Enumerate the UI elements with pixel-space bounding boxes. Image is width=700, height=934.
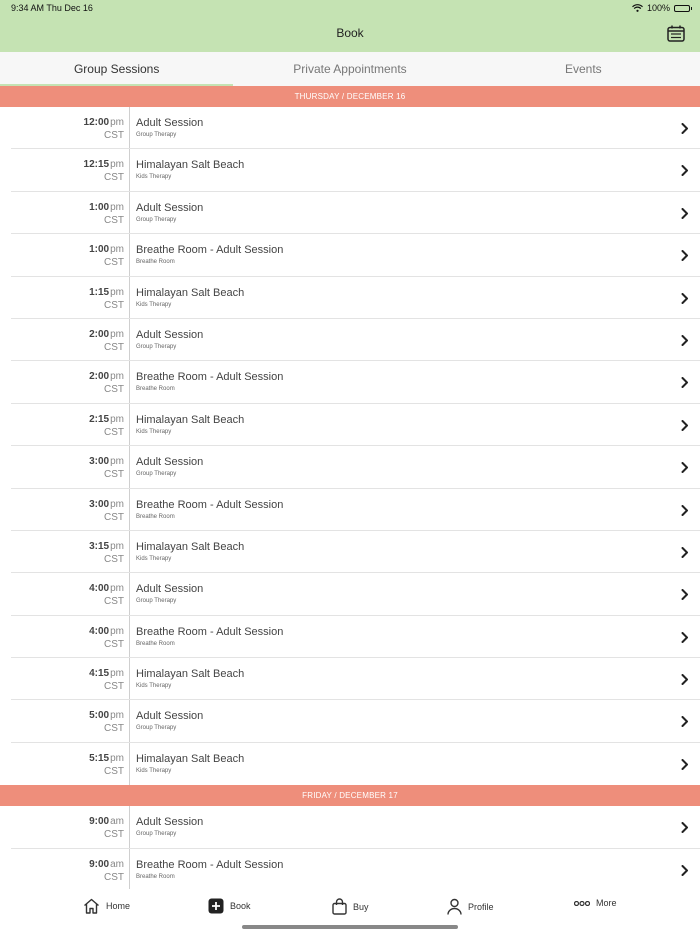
session-time [0, 192, 130, 234]
session-category: Breathe Room [136, 259, 175, 266]
session-category: Group Therapy [136, 216, 177, 223]
home-indicator [242, 925, 458, 929]
am-pm: am [110, 816, 124, 828]
session-row[interactable] [0, 404, 700, 446]
chevron-right-icon [681, 462, 689, 473]
session-name: Himalayan Salt Beach [136, 413, 245, 426]
start-time: 2:15 [89, 413, 110, 425]
session-info [136, 159, 244, 180]
am-pm: pm [110, 244, 124, 256]
start-time: 9:00 [89, 816, 110, 828]
timezone: CST [104, 511, 124, 523]
timezone: CST [104, 384, 124, 396]
chevron-right-icon [681, 632, 689, 643]
session-info [136, 202, 203, 223]
chevron-right-icon [681, 716, 689, 727]
chevron-right-icon [681, 822, 689, 833]
chevron-right-icon [681, 674, 689, 685]
header-bar [0, 0, 700, 52]
session-row[interactable] [0, 446, 700, 488]
session-time [0, 489, 130, 531]
session-category: Kids Therapy [136, 301, 172, 308]
session-name: Himalayan Salt Beach [136, 159, 245, 172]
timezone: CST [104, 130, 124, 141]
day-header: THURSDAY / DECEMBER 16 [0, 86, 700, 107]
session-time [0, 319, 130, 361]
shopping-bag-icon [332, 898, 347, 915]
am-pm: pm [110, 710, 124, 722]
nav-label: Profile [468, 901, 494, 912]
chevron-right-icon [681, 547, 689, 558]
timezone: CST [104, 426, 124, 438]
start-time: 4:15 [89, 668, 110, 680]
session-row[interactable] [0, 361, 700, 403]
session-time [0, 149, 130, 191]
timezone: CST [104, 257, 124, 269]
session-name: Adult Session [136, 816, 204, 829]
am-pm: pm [110, 668, 124, 680]
session-row[interactable] [0, 531, 700, 573]
calendar-icon[interactable] [667, 25, 685, 42]
start-time: 12:00 [83, 117, 110, 128]
start-time: 12:15 [83, 159, 110, 171]
session-name: Breathe Room - Adult Session [136, 244, 284, 257]
session-time [0, 404, 130, 446]
session-name: Adult Session [136, 456, 204, 469]
session-time [0, 107, 130, 149]
session-info [136, 371, 283, 392]
session-time [0, 616, 130, 658]
am-pm: pm [110, 371, 124, 383]
session-name: Breathe Room - Adult Session [136, 498, 284, 511]
session-name: Himalayan Salt Beach [136, 540, 245, 553]
session-info [136, 668, 244, 689]
tab-bar [0, 52, 700, 86]
timezone: CST [104, 553, 124, 565]
start-time: 2:00 [89, 328, 110, 340]
start-time: 9:00 [89, 858, 110, 870]
tab-group-sessions[interactable]: Group Sessions [0, 52, 233, 86]
nav-label: More [596, 898, 617, 908]
am-pm: pm [110, 498, 124, 510]
session-info [136, 244, 283, 265]
chevron-right-icon [681, 335, 689, 346]
start-time: 1:15 [89, 286, 110, 298]
timezone: CST [104, 871, 124, 883]
am-pm: pm [110, 201, 124, 213]
am-pm: pm [110, 752, 124, 764]
session-time [0, 446, 130, 488]
session-category: Group Therapy [136, 598, 177, 605]
nav-profile[interactable] [447, 898, 494, 915]
person-icon [447, 898, 462, 915]
session-category: Kids Therapy [136, 174, 172, 181]
start-time: 3:00 [89, 498, 110, 510]
timezone: CST [104, 829, 124, 841]
bottom-nav [0, 889, 700, 934]
session-time [0, 234, 130, 276]
session-info [136, 117, 203, 138]
wifi-icon [632, 4, 643, 12]
page-title: Book [336, 26, 364, 40]
session-name: Adult Session [136, 710, 204, 723]
chevron-right-icon [681, 865, 689, 876]
session-row[interactable] [0, 573, 700, 615]
timezone: CST [104, 341, 124, 353]
session-name: Himalayan Salt Beach [136, 668, 245, 681]
session-row[interactable] [0, 234, 700, 276]
session-row[interactable] [0, 192, 700, 234]
session-category: Breathe Room [136, 513, 175, 520]
session-time [0, 361, 130, 403]
session-info [136, 816, 203, 837]
session-time [0, 658, 130, 700]
tab-events[interactable]: Events [564, 62, 602, 76]
timezone: CST [104, 214, 124, 226]
session-time [0, 743, 130, 785]
start-time: 3:00 [89, 456, 110, 468]
session-row[interactable] [0, 743, 700, 785]
session-time [0, 849, 130, 889]
session-row[interactable] [0, 616, 700, 658]
session-name: Himalayan Salt Beach [136, 286, 245, 299]
timezone: CST [104, 681, 124, 693]
am-pm: pm [110, 286, 124, 298]
start-time: 3:15 [89, 540, 110, 552]
session-category: Group Therapy [136, 471, 177, 478]
start-time: 5:00 [89, 710, 110, 722]
session-category: Kids Therapy [136, 555, 172, 562]
session-category: Group Therapy [136, 725, 177, 732]
start-time: 4:00 [89, 583, 110, 595]
am-pm: pm [110, 159, 124, 171]
session-category: Kids Therapy [136, 683, 172, 690]
session-category: Kids Therapy [136, 428, 172, 435]
session-row[interactable] [0, 806, 700, 848]
session-info [136, 414, 244, 435]
chevron-right-icon [681, 589, 689, 600]
session-info [136, 626, 283, 647]
session-info [136, 499, 283, 520]
session-name: Adult Session [136, 328, 204, 341]
session-row[interactable] [0, 277, 700, 319]
start-time: 2:00 [89, 371, 110, 383]
session-row[interactable] [0, 107, 700, 149]
chevron-right-icon [681, 293, 689, 304]
start-time: 1:00 [89, 244, 110, 256]
chevron-right-icon [681, 759, 689, 770]
day-header: FRIDAY / DECEMBER 17 [0, 785, 700, 806]
session-row[interactable] [0, 849, 700, 889]
nav-home[interactable] [83, 898, 130, 914]
session-name: Breathe Room - Adult Session [136, 858, 284, 871]
session-row[interactable] [0, 700, 700, 742]
session-row[interactable] [0, 319, 700, 361]
session-info [136, 456, 203, 477]
am-pm: am [110, 858, 124, 870]
battery-icon [674, 5, 690, 12]
session-time [0, 531, 130, 573]
session-info [136, 753, 244, 774]
timezone: CST [104, 299, 124, 311]
session-info [136, 287, 244, 308]
am-pm: pm [110, 625, 124, 637]
session-name: Himalayan Salt Beach [136, 752, 245, 765]
start-time: 1:00 [89, 201, 110, 213]
session-name: Breathe Room - Adult Session [136, 371, 284, 384]
session-time [0, 806, 130, 848]
session-category: Group Therapy [136, 831, 177, 838]
session-info [136, 710, 203, 731]
nav-label: Book [230, 901, 251, 911]
session-name: Breathe Room - Adult Session [136, 625, 284, 638]
session-category: Kids Therapy [136, 767, 172, 774]
am-pm: pm [110, 456, 124, 468]
session-list [0, 86, 700, 889]
session-category: Breathe Room [136, 640, 175, 647]
nav-label: Buy [353, 901, 369, 912]
session-time [0, 573, 130, 615]
session-name: Adult Session [136, 117, 204, 129]
am-pm: pm [110, 413, 124, 425]
battery-percent: 100% [646, 3, 670, 13]
nav-more[interactable] [574, 898, 617, 908]
session-time [0, 700, 130, 742]
chevron-right-icon [681, 377, 689, 388]
timezone: CST [104, 596, 124, 608]
timezone: CST [104, 469, 124, 481]
session-info [136, 859, 283, 880]
session-row[interactable] [0, 489, 700, 531]
chevron-right-icon [681, 208, 689, 219]
start-time: 5:15 [89, 752, 110, 764]
session-name: Adult Session [136, 201, 204, 214]
chevron-right-icon [681, 420, 689, 431]
session-time [0, 277, 130, 319]
book-plus-icon [208, 898, 224, 914]
chevron-right-icon [681, 165, 689, 176]
session-info [136, 583, 203, 604]
session-name: Adult Session [136, 583, 204, 596]
chevron-right-icon [681, 250, 689, 261]
timezone: CST [104, 765, 124, 777]
am-pm: pm [110, 540, 124, 552]
status-bar-indicators [632, 3, 690, 13]
status-bar-time: 9:34 AM Thu Dec 16 [11, 3, 93, 13]
session-info [136, 329, 203, 350]
more-dots-icon [574, 901, 590, 906]
timezone: CST [104, 638, 124, 650]
am-pm: pm [110, 328, 124, 340]
am-pm: pm [110, 117, 124, 128]
session-category: Group Therapy [136, 343, 177, 350]
timezone: CST [104, 172, 124, 184]
session-category: Breathe Room [136, 386, 175, 393]
am-pm: pm [110, 583, 124, 595]
session-category: Group Therapy [136, 132, 177, 138]
nav-label: Home [106, 901, 131, 911]
nav-buy[interactable] [332, 898, 369, 915]
session-category: Breathe Room [136, 873, 175, 880]
session-row[interactable] [0, 658, 700, 700]
tab-private-appointments[interactable]: Private Appointments [293, 62, 407, 76]
timezone: CST [104, 723, 124, 735]
start-time: 4:00 [89, 625, 110, 637]
home-icon [83, 898, 100, 914]
chevron-right-icon [681, 505, 689, 516]
session-row[interactable] [0, 149, 700, 191]
nav-book[interactable] [208, 898, 251, 914]
session-info [136, 541, 244, 562]
chevron-right-icon [681, 123, 689, 134]
